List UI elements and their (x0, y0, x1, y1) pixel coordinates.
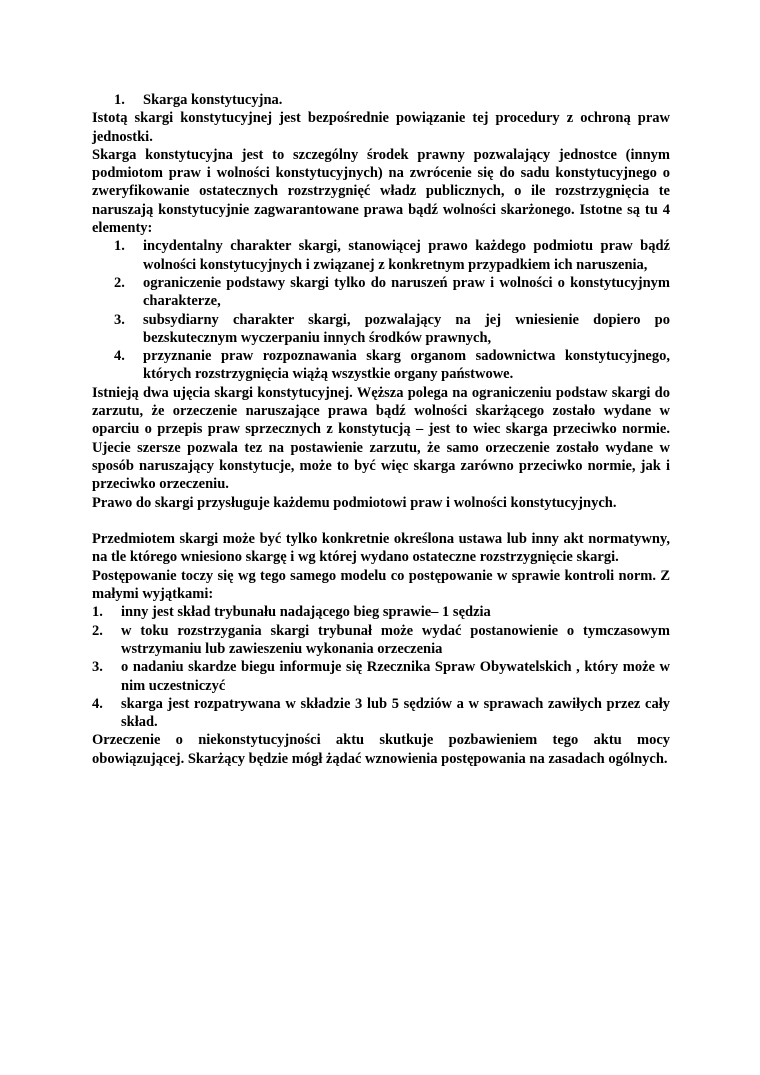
list-item (92, 347, 670, 384)
paragraph-subject: Przedmiotem skargi może być tylko konkretnie określona ustawa lub inny akt normatywny, na tle którego wniesiono skargę i wg której wydano ostateczne rozstrzygnięcie skargi. (92, 531, 670, 566)
heading-number: 1. (114, 92, 125, 108)
document-body (92, 91, 670, 768)
list-item-number: 1. (114, 238, 125, 255)
list-item-number: 4. (92, 695, 103, 712)
list-item (92, 658, 670, 695)
section-heading (92, 91, 670, 109)
elements-list (92, 237, 670, 383)
list-item (92, 603, 670, 621)
list-item-text: subsydiarny charakter skargi, pozwalający na jej wniesienie dopiero po bezskutecznym wyczerpaniu innych środków prawnych, (143, 311, 670, 346)
list-item (92, 274, 670, 311)
list-item (92, 237, 670, 274)
list-item-number: 2. (114, 274, 125, 291)
paragraph-definition: Skarga konstytucyjna jest to szczególny środek prawny pozwalający jednostce (innym podmiotom praw i wolności konstytucyjnych) na zwrócenie się do sadu konstytucyjnego o zweryfikowanie ostatecznych rozstrzygnięć władz publicznych, o ile rozstrzygnięcia te naruszają konstytucyjnie zagwarantowane prawa bądź wolności skarżonego. Istotne są tu 4 elementy: (92, 146, 670, 237)
list-item-number: 4. (114, 348, 125, 365)
list-item-number: 2. (92, 622, 103, 639)
list-item-text: incydentalny charakter skargi, stanowiącej prawo każdego podmiotu praw bądź wolności konstytucyjnych i związanej z konkretnym przypadkiem ich naruszenia, (143, 238, 670, 273)
exceptions-list (92, 603, 670, 731)
list-item-text: przyznanie praw rozpoznawania skarg organom sadownictwa konstytucyjnego, których rozstrzygnięcia wiążą wszystkie organy państwowe. (143, 348, 670, 383)
paragraph-judgment-effect: Orzeczenie o niekonstytucyjności aktu skutkuje pozbawieniem tego aktu mocy obowiązującej. Skarżący będzie mógł żądać wznowienia postępowania na zasadach ogólnych. (92, 732, 670, 767)
list-item (92, 695, 670, 732)
paragraph-right-to-complaint: Prawo do skargi przysługuje każdemu podmiotowi praw i wolności konstytucyjnych. (92, 494, 617, 511)
paragraph-intro: Istotą skargi konstytucyjnej jest bezpośrednie powiązanie tej procedury z ochroną praw jednostki. (92, 110, 670, 145)
list-item-text: skarga jest rozpatrywana w składzie 3 lub 5 sędziów a w sprawach zawiłych przez cały skład. (121, 695, 670, 731)
list-item-number: 3. (114, 311, 125, 328)
heading-text: Skarga konstytucyjna. (143, 92, 283, 108)
list-item-text: inny jest skład trybunału nadającego bieg sprawie– 1 sędzia (121, 604, 491, 621)
paragraph-procedure: Postępowanie toczy się wg tego samego modelu co postępowanie w sprawie kontroli norm. Z małymi wyjątkami: (92, 567, 670, 603)
paragraph-two-approaches: Istnieją dwa ujęcia skargi konstytucyjnej. Węższa polega na ograniczeniu podstaw skargi do zarzutu, że orzeczenie naruszające prawa bądź wolności skarżącego zostało wydane w oparciu o przepis praw sprzecznych z konstytucją – jest to wiec skarga przeciwko normie. Ujecie szersze pozwala tez na postawienie zarzutu, że samo orzeczenie zostało wydane w sposób naruszający konstytucje, może to być więc skarga zarówno przeciwko normie, jak i przeciwko orzeczeniu. (92, 384, 670, 493)
list-item-number: 3. (92, 659, 103, 676)
list-item (92, 311, 670, 348)
list-item (92, 622, 670, 659)
list-item-text: w toku rozstrzygania skargi trybunał może wydać postanowienie o tymczasowym wstrzymaniu lub zawieszeniu wykonania orzeczenia (121, 622, 670, 657)
blank-line (92, 512, 670, 530)
list-item-number: 1. (92, 604, 103, 621)
list-item-text: o nadaniu skardze biegu informuje się Rzecznika Spraw Obywatelskich , który może w nim uczestniczyć (121, 659, 670, 694)
list-item-text: ograniczenie podstawy skargi tylko do naruszeń praw i wolności o konstytucyjnym charakterze, (143, 274, 670, 310)
